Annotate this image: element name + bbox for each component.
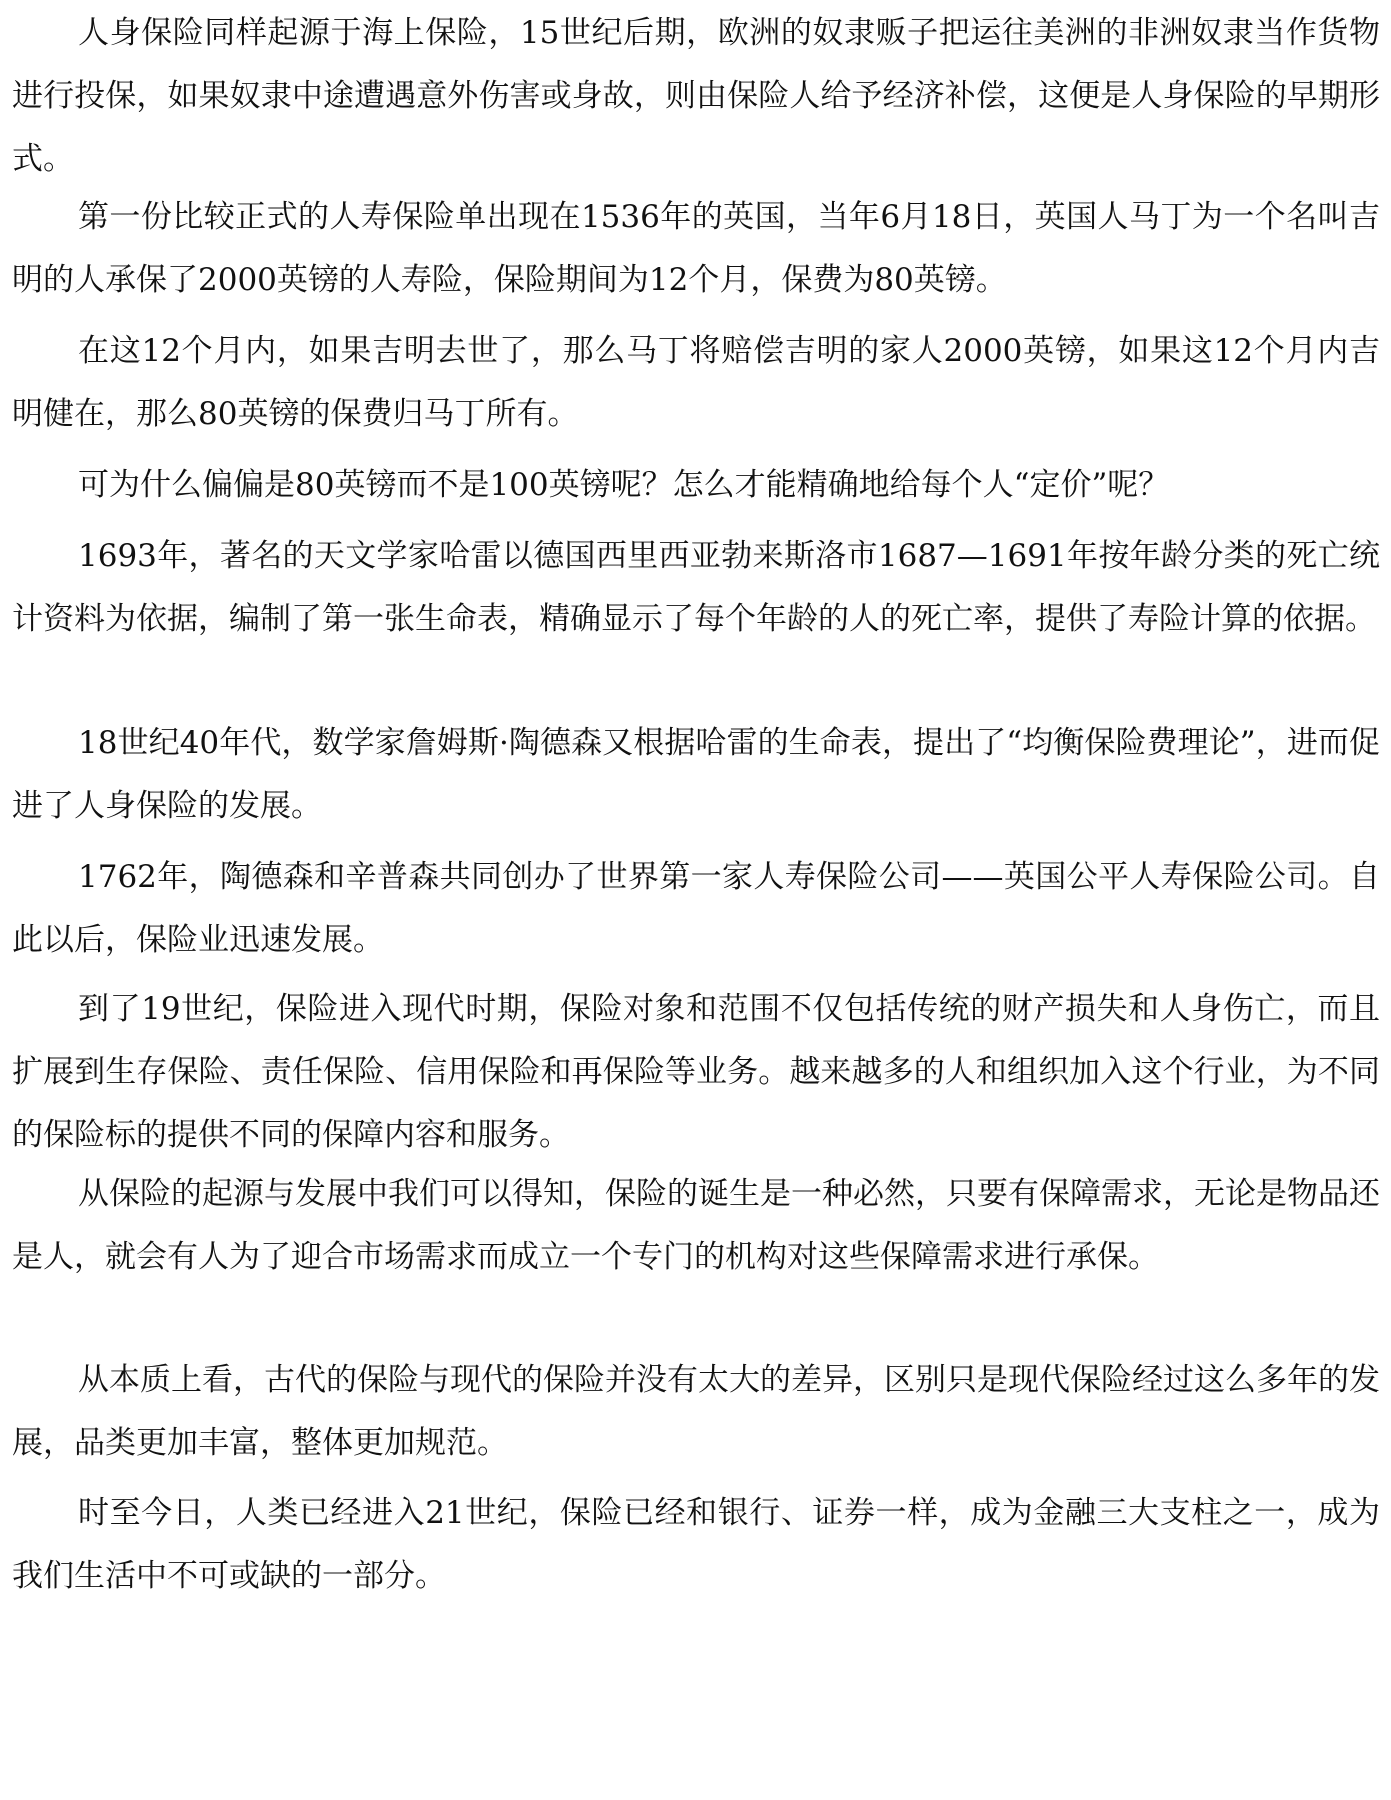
paragraph-9: 从保险的起源与发展中我们可以得知，保险的诞生是一种必然，只要有保障需求，无论是物品还是人，就会有人为了迎合市场需求而成立一个专门的机构对这些保障需求进行承保。 [12,1176,1380,1275]
paragraph-10: 从本质上看，古代的保险与现代的保险并没有太大的差异，区别只是现代保险经过这么多年的发展，品类更加丰富，整体更加规范。 [12,1362,1380,1461]
paragraph-8: 到了19世纪，保险进入现代时期，保险对象和范围不仅包括传统的财产损失和人身伤亡，而且扩展到生存保险、责任保险、信用保险和再保险等业务。越来越多的人和组织加入这个行业，为不同的保险标的提供不同的保障内容和服务。 [12,991,1380,1153]
paragraph-1: 人身保险同样起源于海上保险，15世纪后期，欧洲的奴隶贩子把运往美洲的非洲奴隶当作货物进行投保，如果奴隶中途遭遇意外伤害或身故，则由保险人给予经济补偿，这便是人身保险的早期形式。 [12,15,1380,177]
paragraph-4: 可为什么偏偏是80英镑而不是100英镑呢？怎么才能精确地给每个人“定价”呢？ [78,467,1170,503]
paragraph-11: 时至今日，人类已经进入21世纪，保险已经和银行、证券一样，成为金融三大支柱之一，成为我们生活中不可或缺的一部分。 [12,1495,1380,1594]
document-page [12,0,1382,1800]
paragraph-5: 1693年，著名的天文学家哈雷以德国西里西亚勃来斯洛市1687—1691年按年龄分类的死亡统计资料为依据，编制了第一张生命表，精确显示了每个年龄的人的死亡率，提供了寿险计算的依据。 [12,538,1380,637]
paragraph-3: 在这12个月内，如果吉明去世了，那么马丁将赔偿吉明的家人2000英镑，如果这12个月内吉明健在，那么80英镑的保费归马丁所有。 [12,333,1380,432]
paragraph-7: 1762年，陶德森和辛普森共同创办了世界第一家人寿保险公司——英国公平人寿保险公司。自此以后，保险业迅速发展。 [12,859,1380,958]
paragraph-2: 第一份比较正式的人寿保险单出现在1536年的英国，当年6月18日，英国人马丁为一个名叫吉明的人承保了2000英镑的人寿险，保险期间为12个月，保费为80英镑。 [12,199,1380,298]
paragraph-6: 18世纪40年代，数学家詹姆斯·陶德森又根据哈雷的生命表，提出了“均衡保险费理论”，进而促进了人身保险的发展。 [12,725,1380,824]
